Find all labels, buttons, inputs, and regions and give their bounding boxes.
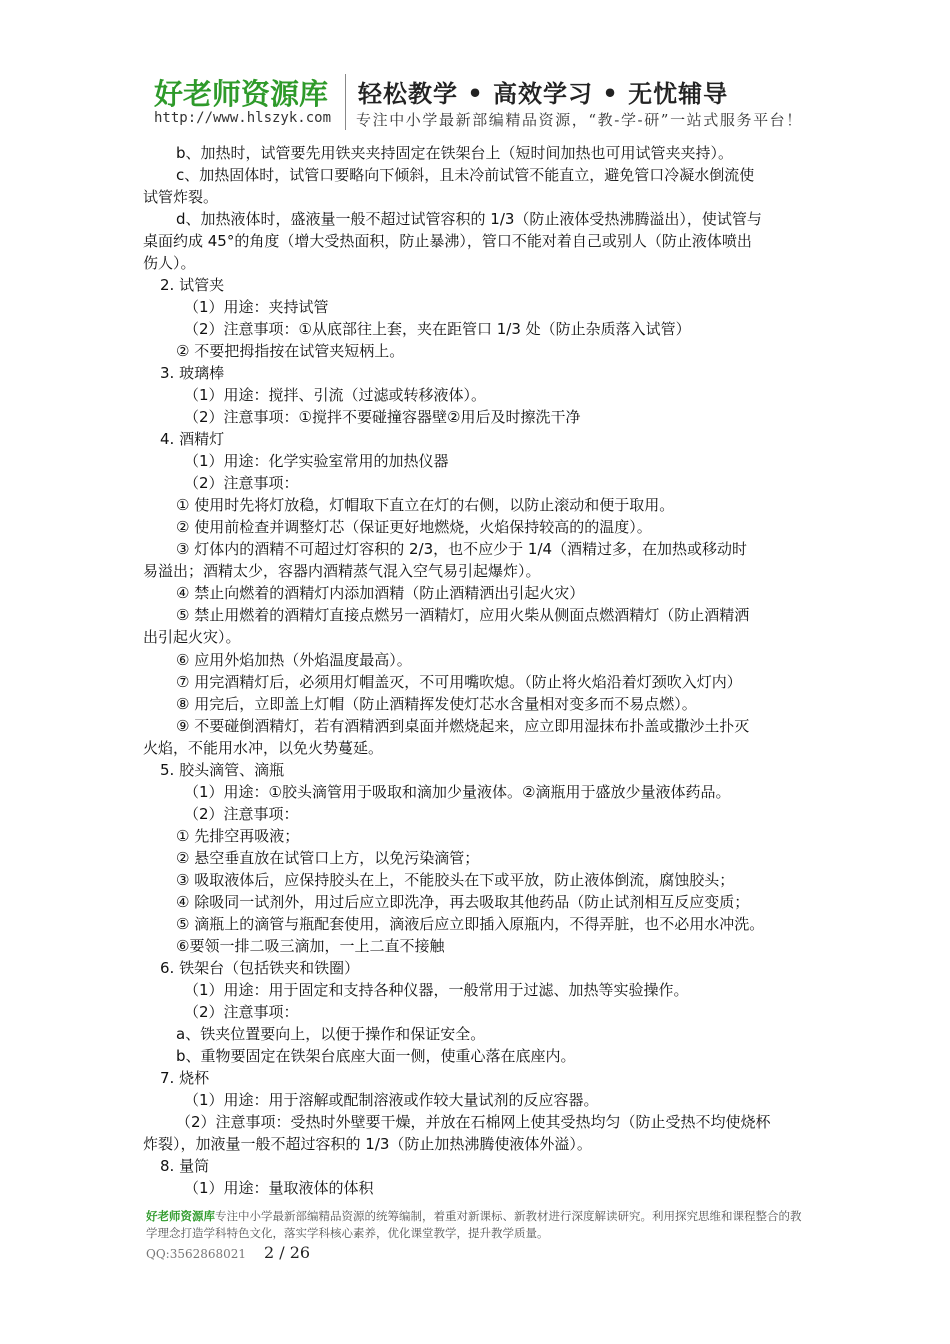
brand-logo-text: 好老师资源库 [154, 77, 329, 111]
header-slogan: 轻松教学 • 高效学习 • 无忧辅导 [358, 79, 729, 108]
footer-description-block [146, 1208, 806, 1242]
text-line: ① 使用时先将灯放稳，灯帽取下直立在灯的右侧，以防止滚动和便于取用。 [176, 496, 675, 514]
text-line: ② 悬空垂直放在试管口上方，以免污染滴管； [176, 849, 480, 867]
page-header [150, 70, 910, 132]
text-line: 出引起火灾）。 [143, 628, 241, 646]
text-line: ② 不要把拇指按在试管夹短柄上。 [176, 342, 405, 360]
text-line: b、加热时，试管要先用铁夹夹持固定在铁架台上（短时间加热也可用试管夹夹持）。 [176, 144, 734, 162]
text-line: ⑥要领一排二吸三滴加，一上二直不接触 [176, 937, 445, 955]
text-line: ⑨ 不要碰倒酒精灯，若有酒精洒到桌面并燃烧起来，应立即用湿抹布扑盖或撒沙土扑灭 [176, 717, 750, 735]
text-line: b、重物要固定在铁架台底座大面一侧，使重心落在底座内。 [176, 1047, 576, 1065]
text-line: c、加热固体时，试管口要略向下倾斜，且未冷前试管不能直立，避免管口冷凝水倒流使 [176, 166, 755, 184]
text-line: （1）用途：搅拌、引流（过滤或转移液体）。 [184, 386, 487, 404]
text-line: （1）用途：①胶头滴管用于吸取和滴加少量液体。②滴瓶用于盛放少量液体药品。 [184, 783, 731, 801]
text-line: （2）注意事项：①从底部往上套，夹在距管口 1/3 处（防止杂质落入试管） [184, 320, 691, 338]
text-line: （1）用途：夹持试管 [184, 298, 329, 316]
header-divider [345, 74, 346, 130]
text-line: 试管炸裂。 [143, 188, 219, 206]
header-url[interactable]: http://www.hlszyk.com [154, 110, 332, 126]
page-number: 2 / 26 [264, 1243, 311, 1262]
text-line: ⑤ 滴瓶上的滴管与瓶配套使用，滴液后应立即插入原瓶内，不得弄脏，也不必用水冲洗。 [176, 915, 765, 933]
text-line: （1）用途：量取液体的体积 [184, 1179, 374, 1197]
text-line: ④ 除吸同一试剂外，用过后应立即洗净，再去吸取其他药品（防止试剂相互反应变质； [176, 893, 750, 911]
text-line: （2）注意事项： [184, 474, 299, 492]
text-line: （2）注意事项： [184, 1003, 299, 1021]
text-line: 炸裂），加液量一般不超过容积的 1/3（防止加热沸腾使液体外溢）。 [143, 1135, 592, 1153]
section-heading: 7. 烧杯 [160, 1069, 210, 1087]
text-line: 桌面约成 45°的角度（增大受热面积，防止暴沸），管口不能对着自己或别人（防止液体喷出 [143, 232, 752, 250]
section-heading: 5. 胶头滴管、滴瓶 [160, 761, 285, 779]
text-line: ③ 灯体内的酒精不可超过灯容积的 2/3，也不应少于 1/4（酒精过多，在加热或移动时 [176, 540, 748, 558]
section-heading: 8. 量筒 [160, 1157, 210, 1175]
header-tagline: 专注中小学最新部编精品资源，“教-学-研”一站式服务平台！ [356, 111, 803, 129]
footer-description: 专注中小学最新部编精品资源的统筹编制，着重对新课标、新教材进行深度解读研究。利用探究思维和课程整合的教学理念打造学科特色文化，落实学科核心素养，优化课堂教学，提升教学质量。 [146, 1209, 802, 1240]
text-line: （1）用途：用于溶解或配制溶液或作较大量试剂的反应容器。 [184, 1091, 599, 1109]
text-line: （2）注意事项：受热时外壁要干燥，并放在石棉网上使其受热均匀（防止受热不均使烧杯 [176, 1113, 771, 1131]
text-line: ⑥ 应用外焰加热（外焰温度最高）。 [176, 651, 412, 669]
section-heading: 3. 玻璃棒 [160, 364, 225, 382]
section-heading: 6. 铁架台（包括铁夹和铁圈） [160, 959, 360, 977]
text-line: ⑤ 禁止用燃着的酒精灯直接点燃另一酒精灯，应用火柴从侧面点燃酒精灯（防止酒精洒 [176, 606, 750, 624]
text-line: ① 先排空再吸液； [176, 827, 300, 845]
text-line: ② 使用前检查并调整灯芯（保证更好地燃烧，火焰保持较高的的温度）。 [176, 518, 652, 536]
section-heading: 2. 试管夹 [160, 276, 225, 294]
footer-brand: 好老师资源库 [146, 1209, 215, 1223]
text-line: 易溢出；酒精太少，容器内酒精蒸气混入空气易引起爆炸）。 [143, 562, 541, 580]
text-line: （1）用途：化学实验室常用的加热仪器 [184, 452, 449, 470]
text-line: 伤人）。 [143, 254, 196, 272]
text-line: a、铁夹位置要向上，以便于操作和保证安全。 [176, 1025, 486, 1043]
section-heading: 4. 酒精灯 [160, 430, 225, 448]
text-line: （2）注意事项：①搅拌不要碰撞容器壁②用后及时擦洗干净 [184, 408, 581, 426]
text-line: ⑦ 用完酒精灯后，必须用灯帽盖灭，不可用嘴吹熄。（防止将火焰沿着灯颈吹入灯内） [176, 673, 742, 691]
text-line: （1）用途：用于固定和支持各种仪器，一般常用于过滤、加热等实验操作。 [184, 981, 689, 999]
footer-qq: QQ:3562868021 [146, 1247, 247, 1261]
text-line: （2）注意事项： [184, 805, 299, 823]
text-line: ⑧ 用完后，立即盖上灯帽（防止酒精挥发使灯芯水含量相对变多而不易点燃）。 [176, 695, 697, 713]
text-line: ④ 禁止向燃着的酒精灯内添加酒精（防止酒精洒出引起火灾） [176, 584, 585, 602]
text-line: d、加热液体时，盛液量一般不超过试管容积的 1/3（防止液体受热沸腾溢出），使试管与 [176, 210, 762, 228]
text-line: ③ 吸取液体后，应保持胶头在上，不能胶头在下或平放，防止液体倒流，腐蚀胶头； [176, 871, 735, 889]
text-line: 火焰，不能用水冲，以免火势蔓延。 [143, 739, 384, 757]
